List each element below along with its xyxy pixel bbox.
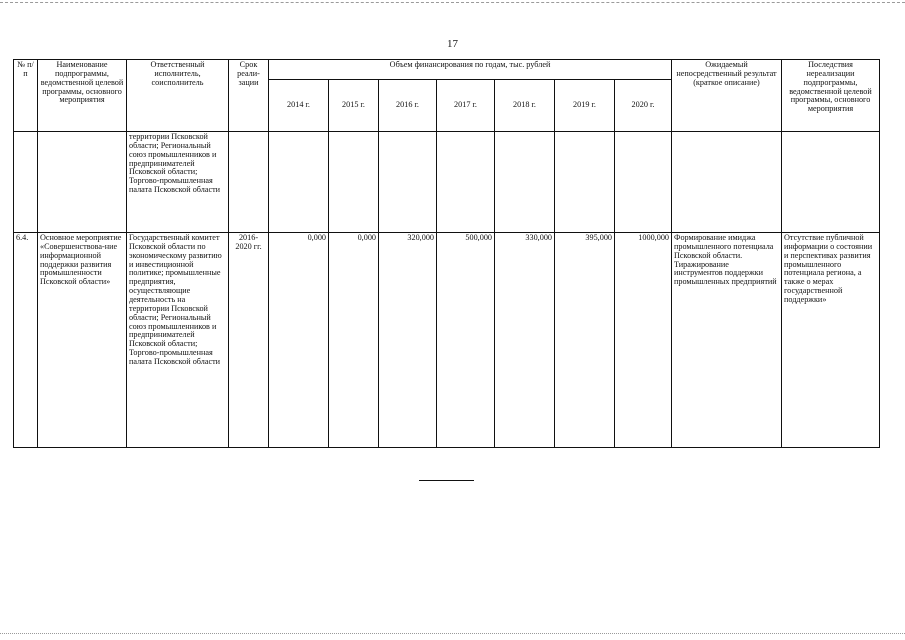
year-header: 2017 г. (437, 80, 495, 132)
cell-value (329, 132, 379, 233)
cell-executor: территории Псковской области; Региональный союз промышленников и предпринимателей Псковской области; Торгово-промышленная палата Псковской области (127, 132, 229, 233)
cell-executor: Государственный комитет Псковской области по экономическому развитию и инвестиционной политике; промышленные предприятия, осуществляющие деятельность на территории Псковской области; Региональный союз промышленников и предпринимателей Псковской области; Торгово-промышленная палата Псковской области (127, 233, 229, 448)
table-row (14, 233, 880, 448)
cell-value: 0,000 (269, 233, 329, 448)
cell-num (14, 132, 38, 233)
cell-num: 6.4. (14, 233, 38, 448)
cell-consequences (782, 132, 880, 233)
scan-edge-bottom (0, 633, 905, 634)
cell-name: Основное мероприятие «Совершенствова-ние информационной поддержки развития промышленности Псковской области» (38, 233, 127, 448)
cell-value: 500,000 (437, 233, 495, 448)
year-header: 2015 г. (329, 80, 379, 132)
table-row (14, 132, 880, 233)
page-number: 17 (447, 38, 458, 50)
cell-name (38, 132, 127, 233)
separator-line (419, 480, 474, 481)
year-header: 2020 г. (615, 80, 672, 132)
cell-term (229, 132, 269, 233)
cell-result (672, 132, 782, 233)
header-result: Ожидаемый непосредственный результат (краткое описание) (672, 60, 782, 132)
cell-value: 395,000 (555, 233, 615, 448)
cell-value (495, 132, 555, 233)
header-term: Срок реали-зации (229, 60, 269, 132)
header-num: № п/п (14, 60, 38, 132)
year-header: 2014 г. (269, 80, 329, 132)
cell-term: 2016-2020 гг. (229, 233, 269, 448)
year-header: 2019 г. (555, 80, 615, 132)
cell-value: 1000,000 (615, 233, 672, 448)
header-financing: Объем финансирования по годам, тыс. рублей (269, 60, 672, 80)
year-header: 2016 г. (379, 80, 437, 132)
cell-value (555, 132, 615, 233)
header-name: Наименование подпрограммы, ведомственной целевой программы, основного мероприятия (38, 60, 127, 132)
cell-result: Формирование имиджа промышленного потенциала Псковской области. Тиражирование инструментов поддержки промышленных предприятий (672, 233, 782, 448)
cell-value (437, 132, 495, 233)
cell-value (615, 132, 672, 233)
header-row (14, 60, 880, 80)
cell-value: 0,000 (329, 233, 379, 448)
scan-edge-top (0, 2, 905, 3)
financing-table (13, 59, 880, 448)
cell-value (269, 132, 329, 233)
cell-value: 330,000 (495, 233, 555, 448)
cell-value (379, 132, 437, 233)
cell-value: 320,000 (379, 233, 437, 448)
cell-consequences: Отсутствие публичной информации о состоянии и перспективах развития промышленного потенциала региона, а также о мерах государственной поддержки» (782, 233, 880, 448)
year-header: 2018 г. (495, 80, 555, 132)
header-consequences: Последствия нереализации подпрограммы, ведомственной целевой программы, основного мероприятия (782, 60, 880, 132)
header-executor: Ответственный исполнитель, соисполнитель (127, 60, 229, 132)
